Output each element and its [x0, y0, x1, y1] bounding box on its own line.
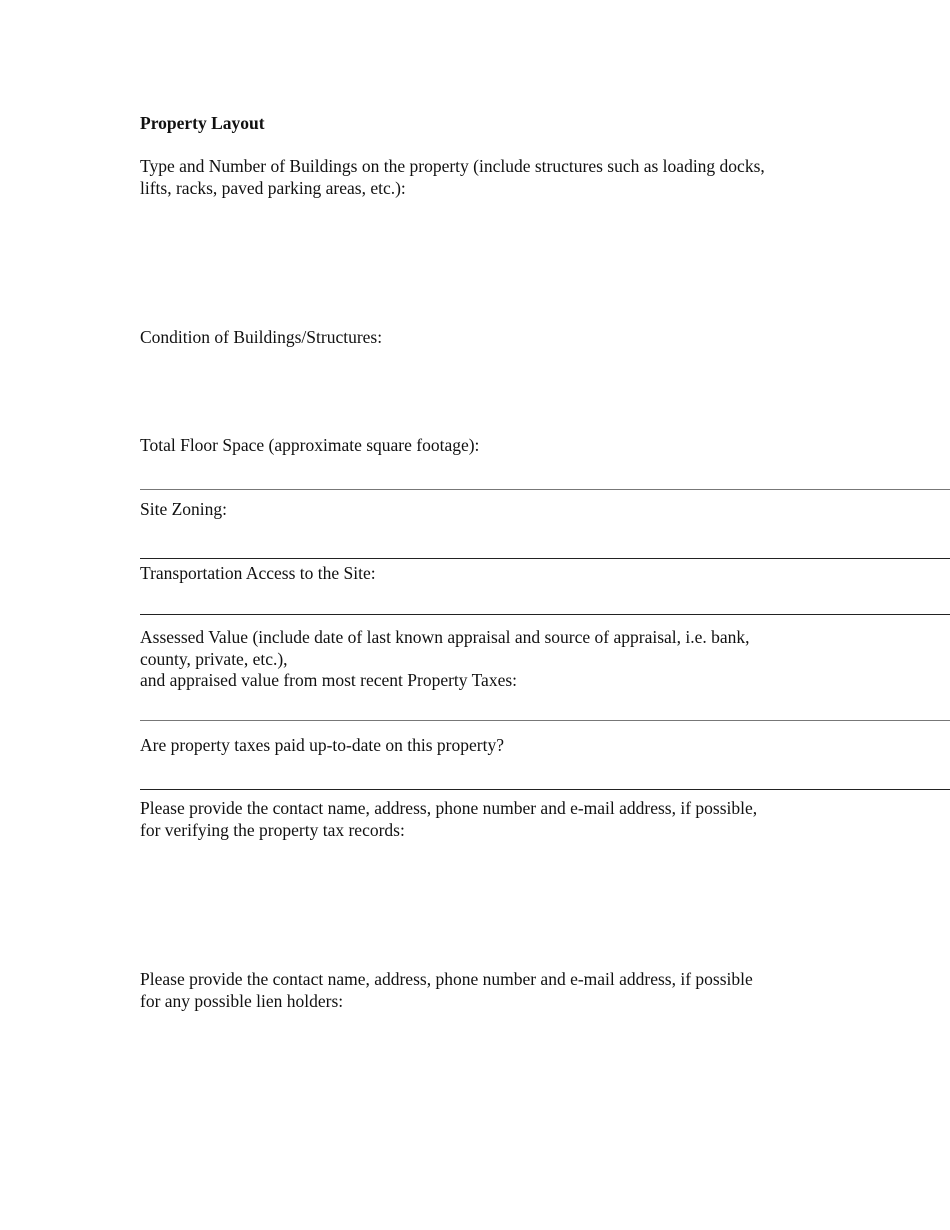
lien-contact-label-line2: for any possible lien holders: — [140, 991, 344, 1011]
floor-space-rule — [140, 489, 950, 490]
taxes-paid-rule — [140, 789, 950, 790]
transportation-label: Transportation Access to the Site: — [140, 563, 376, 583]
section-title: Property Layout — [140, 113, 265, 133]
assessed-value-label-line3: and appraised value from most recent Property Taxes: — [140, 670, 518, 690]
assessed-value-label-line2: county, private, etc.), — [140, 649, 288, 669]
lien-contact-label-line1: Please provide the contact name, address, phone number and e-mail address, if possible — [140, 969, 753, 989]
assessed-value-label-line1: Assessed Value (include date of last known appraisal and source of appraisal, i.e. bank, — [140, 627, 750, 647]
floor-space-label: Total Floor Space (approximate square footage): — [140, 435, 480, 455]
zoning-rule — [140, 558, 950, 559]
buildings-label-line1: Type and Number of Buildings on the property (include structures such as loading docks, — [140, 156, 765, 176]
zoning-label: Site Zoning: — [140, 499, 228, 519]
assessed-value-rule — [140, 720, 950, 721]
buildings-label-line2: lifts, racks, paved parking areas, etc.): — [140, 178, 406, 198]
condition-label: Condition of Buildings/Structures: — [140, 327, 383, 347]
transportation-rule — [140, 614, 950, 615]
taxes-paid-label: Are property taxes paid up-to-date on this property? — [140, 735, 504, 755]
tax-contact-label-line1: Please provide the contact name, address, phone number and e-mail address, if possible, — [140, 798, 758, 818]
tax-contact-label-line2: for verifying the property tax records: — [140, 820, 405, 840]
